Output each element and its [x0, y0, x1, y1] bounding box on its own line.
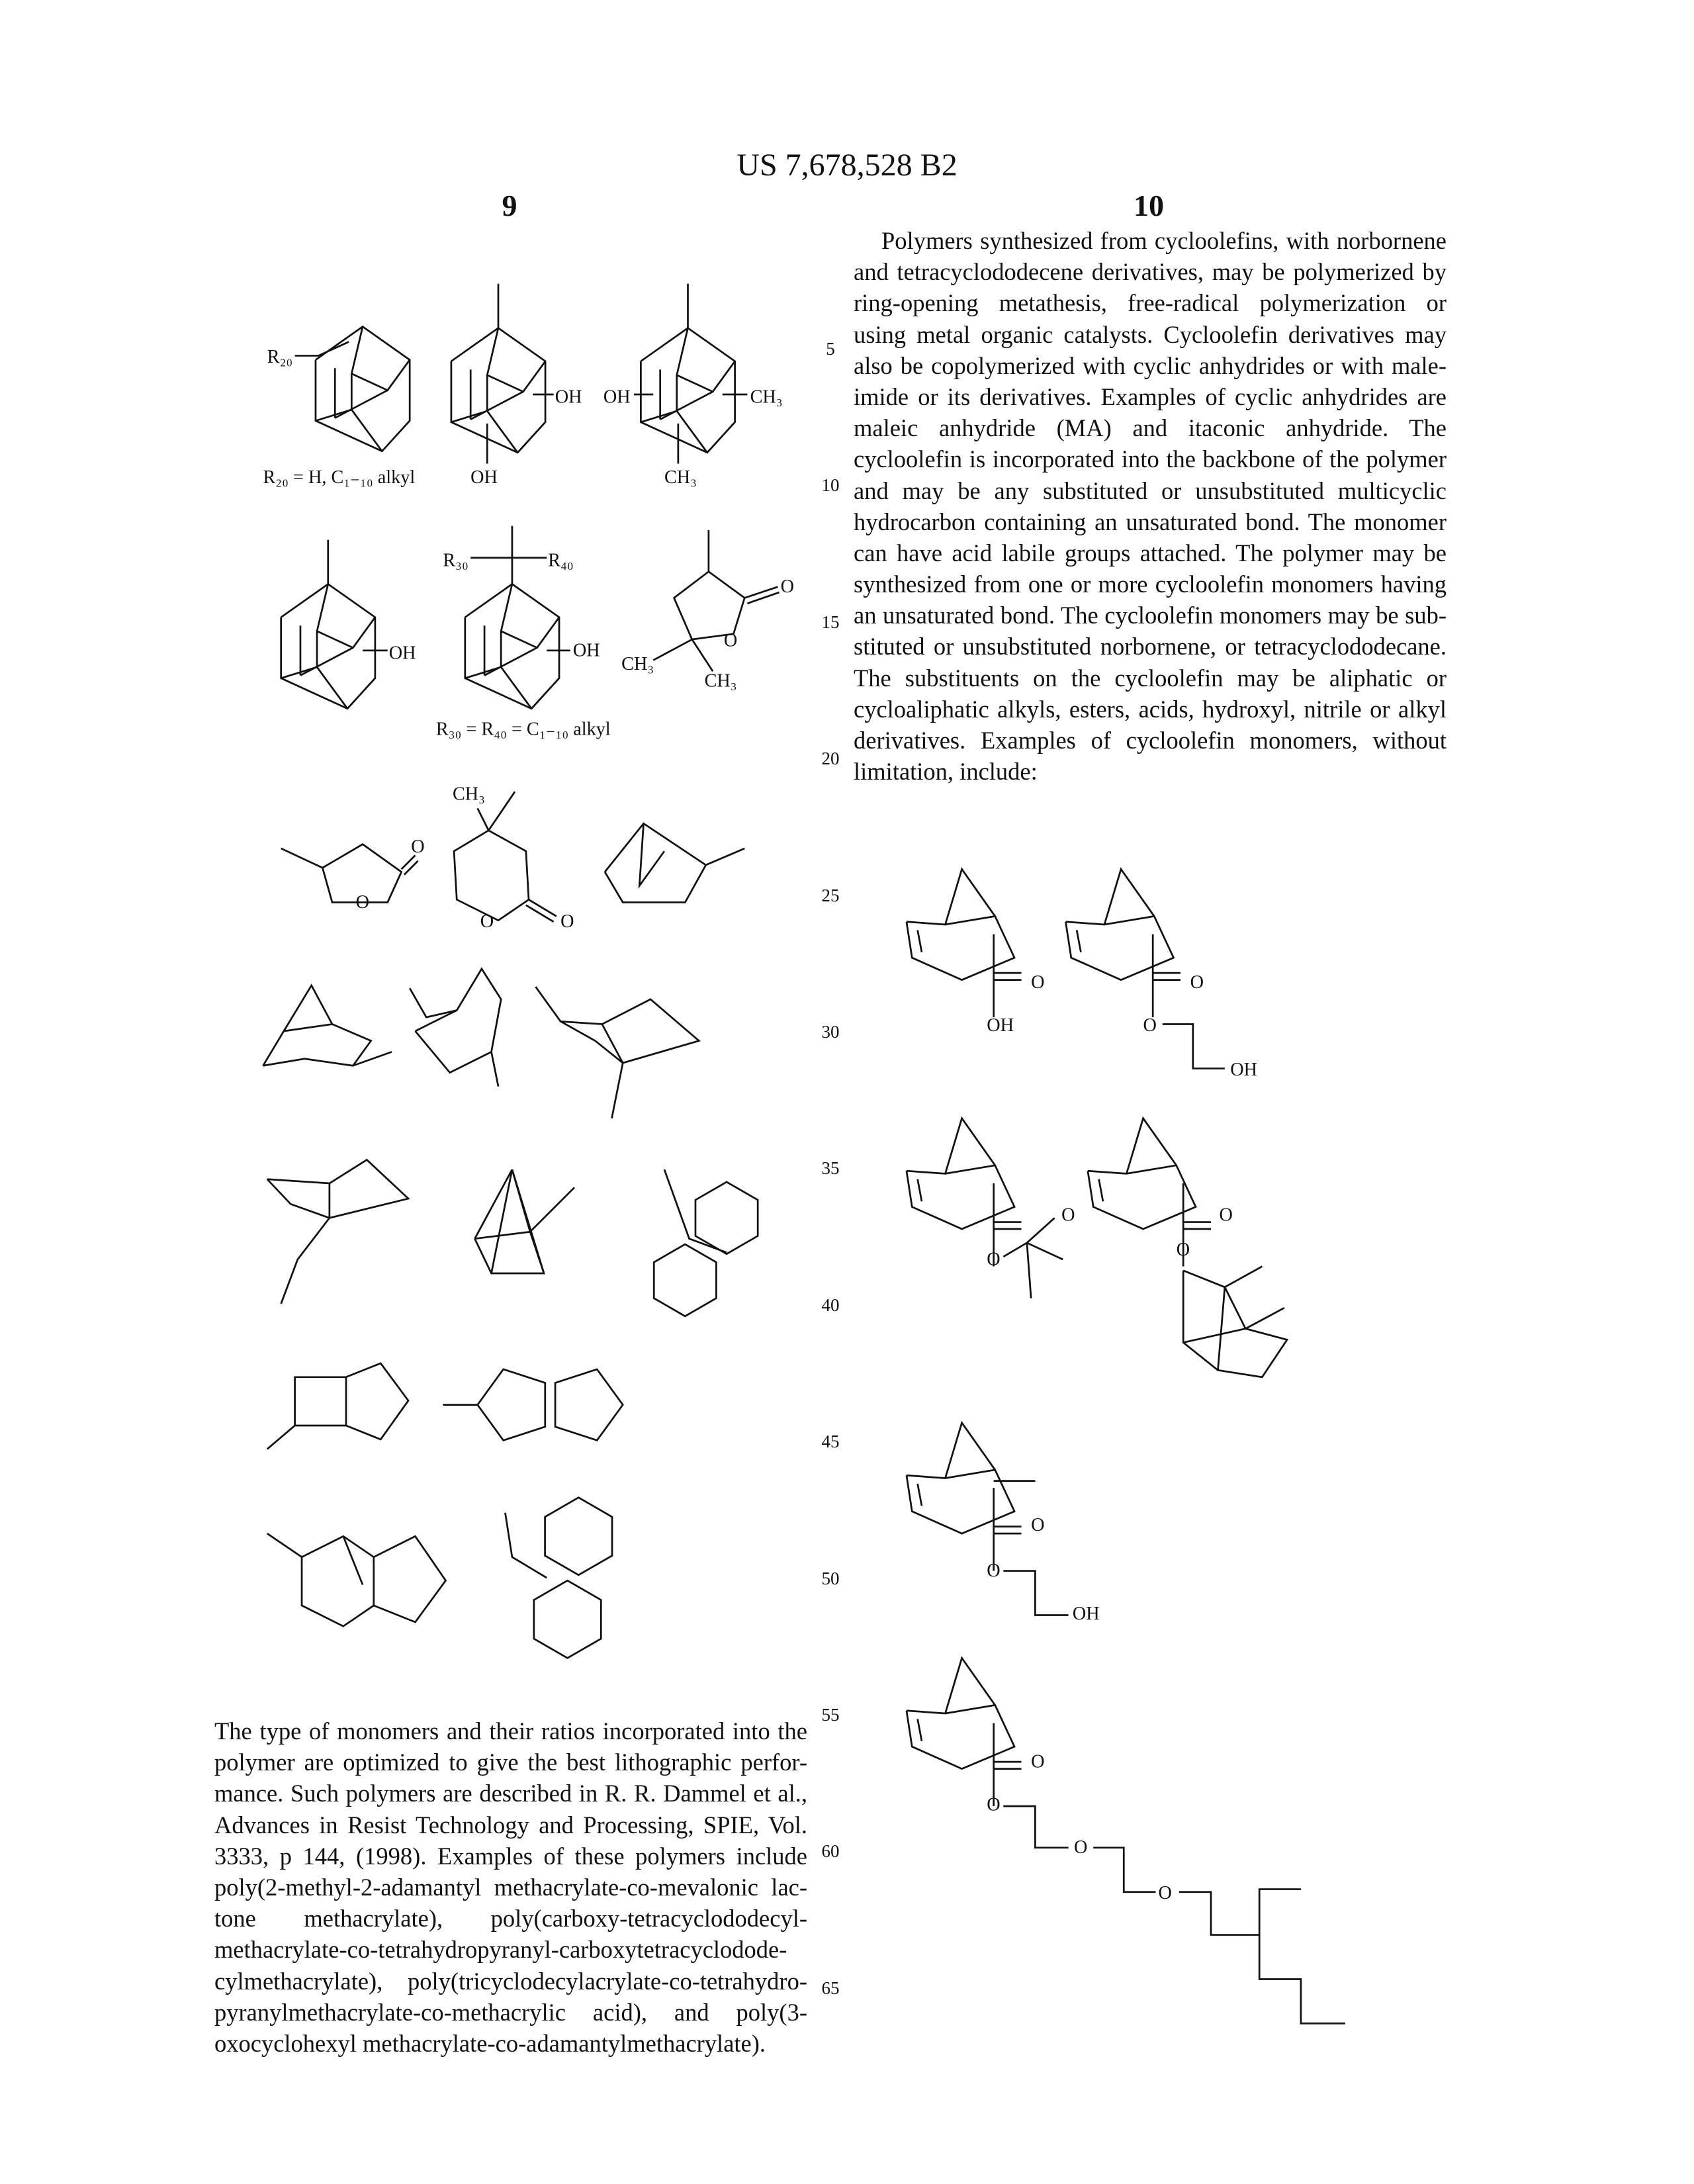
chem-label: O [1190, 972, 1204, 993]
line-number: 35 [815, 1158, 846, 1179]
text-line: Advances in Resist Technology and Processing, SPIE, Vol. [214, 1809, 807, 1841]
line-number: 65 [815, 1978, 846, 1999]
carbonyl-bond [402, 855, 416, 869]
line-number: 50 [815, 1569, 846, 1589]
chemical-structures [0, 0, 1694, 2184]
chem-label: R₄₀ [548, 550, 574, 570]
chem-label: O [1177, 1240, 1190, 1260]
norbornene-skeleton [918, 1484, 922, 1506]
patent-number: US 7,678,528 B2 [0, 147, 1694, 183]
alkyl-chain [1259, 1935, 1345, 2024]
methyl-bond [267, 1426, 295, 1449]
ether-chain [1003, 1806, 1068, 1848]
chem-label: O [724, 631, 737, 651]
fenchyl-skeleton [1218, 1287, 1224, 1370]
fenchyl-skeleton [1183, 1329, 1245, 1343]
methyl-bond [653, 639, 692, 660]
chem-label: O [1061, 1205, 1075, 1225]
text-line: limitation, include: [854, 756, 1447, 787]
tbutyl-group [1003, 1218, 1054, 1257]
chem-label: OH [603, 387, 631, 408]
bicyclic-skeleton [416, 1031, 498, 1087]
decalin-ring [534, 1580, 601, 1658]
methyl-bond [530, 1187, 574, 1232]
text-line: The type of monomers and their ratios incorporated into the [214, 1715, 807, 1747]
line-number: 15 [815, 612, 846, 633]
norbornene-skeleton [907, 1705, 1014, 1768]
bicyclic-skeleton [284, 985, 332, 1031]
text-line: also be copolymerized with cyclic anhydrides or with male- [854, 350, 1447, 381]
chem-label: O [987, 1794, 1000, 1815]
carbonyl-bond [747, 592, 779, 604]
text-line: tone methacrylate), poly(carboxy-tetracyclododecyl- [214, 1903, 807, 1934]
ethanol-chain [1163, 1024, 1225, 1069]
adamantane-skeleton [677, 328, 707, 453]
norbornene-skeleton [918, 1719, 922, 1741]
chem-label: O [1031, 1515, 1044, 1535]
adamantane-skeleton [501, 617, 559, 648]
chem-label: O [411, 837, 424, 857]
chem-label: R₂₀ [267, 347, 293, 367]
carbonyl-bond [744, 587, 778, 598]
chem-label: O [1031, 972, 1044, 993]
norbornene-skeleton [1099, 1179, 1103, 1201]
bicyclic-skeleton [267, 1160, 408, 1218]
norbornene-skeleton [1126, 1118, 1176, 1174]
adamantane-skeleton [316, 327, 410, 451]
adamantane-skeleton [351, 360, 410, 390]
methyl-bond [706, 848, 745, 865]
text-line: stituted or unsubstituted norbornene, or tetracyclododecane. [854, 631, 1447, 662]
tricyclic-skeleton [474, 1169, 512, 1239]
line-number: 20 [815, 749, 846, 769]
norbornene-skeleton [945, 869, 995, 925]
text-line: oxocyclohexyl methacrylate-co-adamantylmethacrylate). [214, 2028, 807, 2059]
chem-label: O [987, 1249, 1000, 1269]
norbornene-skeleton [907, 1165, 1014, 1229]
chem-label: O [1143, 1015, 1157, 1036]
norbornene-skeleton [945, 1423, 995, 1479]
norbornene-skeleton [907, 916, 1014, 979]
fenchyl-skeleton [1245, 1308, 1284, 1328]
norbornene-skeleton [907, 1470, 1014, 1533]
chem-label: O [1220, 1205, 1233, 1225]
norbornene-skeleton [945, 1118, 995, 1174]
adamantane-skeleton [484, 648, 537, 676]
fenchyl-skeleton [1225, 1266, 1262, 1287]
norbornene-skeleton [1104, 869, 1154, 925]
decalin-ring [695, 1182, 758, 1254]
bridge-bond [505, 1513, 547, 1578]
adamantane-skeleton [317, 584, 347, 709]
lactone-ring [674, 572, 745, 639]
text-line: poly(2-methyl-2-adamantyl methacrylate-co-mevalonic lac- [214, 1872, 807, 1903]
norbornene-skeleton [918, 930, 922, 952]
text-line: The substituents on the cycloolefin may be aliphatic or [854, 662, 1447, 694]
carbonyl-bond [526, 905, 554, 922]
methyl-bond [692, 639, 713, 671]
line-number: 40 [815, 1295, 846, 1316]
chem-label: CH₃ [750, 387, 783, 408]
bicyclic-skeleton [602, 1024, 623, 1118]
alkyl-chain [1179, 1889, 1301, 1935]
ether-chain [1093, 1848, 1155, 1892]
chem-label: O [781, 576, 794, 597]
line-number: 30 [815, 1022, 846, 1042]
methyl-bond [267, 1533, 302, 1557]
tricyclic-skeleton [302, 1536, 374, 1626]
text-line: cycloolefin is incorporated into the backbone of the polymer [854, 443, 1447, 475]
text-line: imide or its derivatives. Examples of cyclic anhydrides are [854, 381, 1447, 412]
lactone-ring [454, 831, 529, 921]
norbornene-skeleton [1065, 916, 1173, 979]
methyl-bond [488, 792, 515, 831]
chem-label: O [480, 911, 494, 932]
adamantane-skeleton [465, 584, 559, 709]
text-line: cylmethacrylate), poly(tricyclodecylacrylate-co-tetrahydro- [214, 1966, 807, 1997]
text-line: polymer are optimized to give the best lithographic perfor- [214, 1747, 807, 1778]
chem-label: OH [1073, 1604, 1100, 1624]
text-line: mance. Such polymers are described in R. R. Dammel et al., [214, 1778, 807, 1809]
adamantane-skeleton [317, 617, 375, 648]
text-line: hydrocarbon containing an unsaturated bond. The monomer [854, 506, 1447, 537]
tbutyl-group [1027, 1243, 1031, 1298]
line-number: 55 [815, 1705, 846, 1725]
line-number: 60 [815, 1841, 846, 1862]
chem-label: OH [1230, 1060, 1257, 1080]
tbutyl-group [1027, 1243, 1063, 1259]
chem-label: OH [555, 387, 582, 408]
pentalene-ring [478, 1369, 545, 1440]
line-number: 10 [815, 475, 846, 496]
text-line: synthesized from one or more cycloolefin monomers having [854, 569, 1447, 600]
fenchyl-skeleton [1183, 1271, 1287, 1377]
methyl-bond [478, 808, 489, 830]
cyclobutane-ring [295, 1377, 346, 1426]
chem-label: CH₃ [453, 784, 485, 805]
line-number: 5 [815, 339, 846, 359]
norbornene-skeleton [918, 1179, 922, 1201]
bicyclic-skeleton [639, 823, 664, 886]
bicyclic-skeleton [416, 969, 502, 1052]
r20-bond [295, 342, 349, 356]
decalin-ring [654, 1244, 716, 1316]
chem-label: OH [389, 643, 416, 663]
chem-label: O [1074, 1837, 1087, 1858]
line-number: 25 [815, 886, 846, 906]
chem-label: CH₃ [664, 467, 697, 488]
text-line: pyranylmethacrylate-co-methacrylic acid), and poly(3- [214, 1997, 807, 2028]
chem-label: OH [987, 1015, 1014, 1036]
methyl-bond [281, 848, 323, 868]
column-number-left: 9 [443, 188, 576, 223]
norbornene-skeleton [1088, 1165, 1196, 1229]
adamantane-skeleton [660, 392, 713, 420]
adamantane-skeleton [501, 584, 531, 709]
adamantane-skeleton [487, 328, 517, 453]
adamantane-skeleton [487, 361, 545, 392]
chem-label: O [1159, 1883, 1172, 1903]
adamantane-skeleton [351, 327, 382, 451]
text-line: 3333, p 144, (1998). Examples of these polymers include [214, 1841, 807, 1872]
text-line: cycloaliphatic alkyls, esters, acids, hydroxyl, nitrile or alkyl [854, 694, 1447, 725]
adamantane-skeleton [451, 328, 545, 453]
chem-label: O [987, 1561, 1000, 1581]
chem-label: O [560, 911, 574, 932]
line-number: 45 [815, 1432, 846, 1452]
carbonyl-bond [529, 899, 557, 916]
adamantane-skeleton [281, 584, 375, 709]
cyclopentane-ring [374, 1536, 446, 1622]
ethanol-chain [1003, 1571, 1068, 1615]
chem-label: R₃₀ [443, 550, 468, 570]
chem-label: O [356, 892, 369, 913]
carbonyl-bond [404, 861, 418, 875]
text-line: using metal organic catalysts. Cycloolefin derivatives may [854, 319, 1447, 350]
norbornene-skeleton [1077, 930, 1081, 952]
bicyclic-skeleton [263, 1024, 371, 1066]
decalin-ring [545, 1498, 612, 1575]
chem-label: CH₃ [621, 654, 654, 674]
text-line: and tetracyclododecene derivatives, may be polymerized by [854, 256, 1447, 287]
text-line: can have acid labile groups attached. The polymer may be [854, 537, 1447, 569]
tricyclic-skeleton [512, 1169, 544, 1273]
chem-label: CH₃ [705, 670, 737, 691]
adamantane-skeleton [300, 648, 353, 676]
chem-caption: R₂₀ = H, C₁₋₁₀ alkyl [263, 467, 415, 488]
adamantane-skeleton [677, 361, 735, 392]
tricyclic-skeleton [492, 1169, 512, 1273]
adamantane-skeleton [641, 328, 735, 453]
chem-label: OH [470, 467, 498, 488]
text-line: and may be any substituted or unsubstituted multicyclic [854, 475, 1447, 506]
text-line: maleic anhydride (MA) and itaconic anhydride. The [854, 412, 1447, 443]
text-line: ring-opening metathesis, free-radical polymerization or [854, 287, 1447, 318]
chem-label: O [1031, 1752, 1044, 1772]
adamantane-skeleton [470, 392, 523, 420]
norbornene-skeleton [945, 1658, 995, 1713]
pentalene-ring [555, 1369, 623, 1440]
text-line: derivatives. Examples of cycloolefin monomers, without [854, 725, 1447, 756]
column-number-right: 10 [1083, 188, 1215, 223]
chem-label: OH [573, 640, 600, 660]
text-line: methacrylate-co-tetrahydropyranyl-carboxytetracyclodode- [214, 1934, 807, 1965]
text-line: an unsaturated bond. The cycloolefin monomers may be sub- [854, 600, 1447, 631]
chem-caption: R₃₀ = R₄₀ = C₁₋₁₀ alkyl [436, 719, 611, 739]
adamantane-skeleton [335, 390, 387, 418]
cyclopentane-ring [346, 1363, 408, 1439]
text-line: Polymers synthesized from cycloolefins, with norbornene [854, 225, 1447, 256]
